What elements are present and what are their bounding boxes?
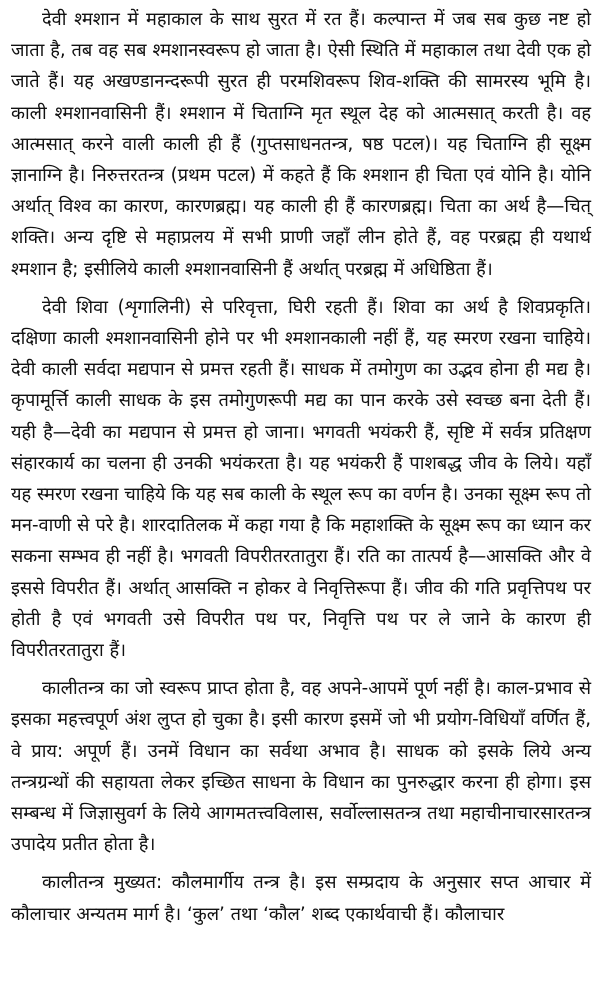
paragraph-1: देवी श्मशान में महाकाल के साथ सुरत में रत हैं। कल्पान्त में जब सब कुछ नष्ट हो जाता है, तब वह सब श्मशानस्वरूप हो जाता है। ऐसी स्थिति में महाकाल तथा देवी एक हो जाते हैं। यह अखण्डानन्दरूपी सुरत ही परमशिवरूप शिव-शक्ति की सामरस्य भूमि है। काली श्मशानवासिनी हैं। श्मशान में चिताग्नि मृत स्थूल देह को आत्मसात् करती है। वह आत्मसात् करने वाली काली ही हैं (गुप्तसाधनतन्त्र, षष्ठ पटल)। यह चिताग्नि ही सूक्ष्म ज्ञानाग्नि है। निरुत्तरतन्त्र (प्रथम पटल) में कहते हैं कि श्मशान ही चिता एवं योनि है। योनि अर्थात् विश्व का कारण, कारणब्रह्म। यह काली ही हैं कारणब्रह्म। चिता का अर्थ है—चित् शक्ति। अन्य दृष्टि से महाप्रलय में सभी प्राणी जहाँ लीन होते हैं, वह परब्रह्म ही यथार्थ श्मशान है; इसीलिये काली श्मशानवासिनी हैं अर्थात् परब्रह्म में अधिष्ठिता हैं। [11,9,591,280]
paragraph-2: देवी शिवा (शृगालिनी) से परिवृत्ता, घिरी रहती हैं। शिवा का अर्थ है शिवप्रकृति। दक्षिणा काली श्मशानवासिनी होने पर भी श्मशानकाली नहीं हैं, यह स्मरण रखना चाहिये। देवी काली सर्वदा मद्यपान से प्रमत्त रहती हैं। साधक में तमोगुण का उद्भव होना ही मद्य है। कृपामूर्त्ति काली साधक के इस तमोगुणरूपी मद्य का पान करके उसे स्वच्छ बना देती हैं। यही है—देवी का मद्यपान से प्रमत्त हो जाना। भगवती भयंकरी हैं, सृष्टि में सर्वत्र प्रतिक्षण संहारकार्य का चलना ही उनकी भयंकरता है। यह भयंकरी हैं पाशबद्ध जीव के लिये। यहाँ यह स्मरण रखना चाहिये कि यह सब काली के स्थूल रूप का वर्णन है। उनका सूक्ष्म रूप तो मन-वाणी से परे है। शारदातिलक में कहा गया है कि महाशक्ति के सूक्ष्म रूप का ध्यान कर सकना सम्भव ही नहीं है। भगवती विपरीतरतातुरा हैं। रति का तात्पर्य है—आसक्ति और वे इससे विपरीत हैं। अर्थात् आसक्ति न होकर वे निवृत्तिरूपा हैं। जीव की गति प्रवृत्तिपथ पर होती है एवं भगवती उसे विपरीत पथ पर, निवृत्ति पथ पर ले जाने के कारण ही विपरीतरतातुरा हैं। [11,296,591,662]
paragraph-4: कालीतन्त्र मुख्यत: कौलमार्गीय तन्त्र है। इस सम्प्रदाय के अनुसार सप्त आचार में कौलाचार अन्यतम मार्ग है। ‘कुल’ तथा ‘कौल’ शब्द एकार्थवाची हैं। कौलाचार [11,872,591,925]
paragraph-3: कालीतन्त्र का जो स्वरूप प्राप्त होता है, वह अपने-आपमें पूर्ण नहीं है। काल-प्रभाव से इसका महत्त्वपूर्ण अंश लुप्त हो चुका है। इसी कारण इसमें जो भी प्रयोग-विधियाँ वर्णित हैं, वे प्राय: अपूर्ण हैं। उनमें विधान का सर्वथा अभाव है। साधक को इसके लिये अन्य तन्त्रग्रन्थों की सहायता लेकर इच्छित साधना के विधान का पुनरुद्धार करना ही होगा। इस सम्बन्ध में जिज्ञासुवर्ग के लिये आगमतत्त्वविलास, सर्वोल्लासतन्त्र तथा महाचीनाचारसारतन्त्र उपादेय प्रतीत होता है। [11,678,591,856]
